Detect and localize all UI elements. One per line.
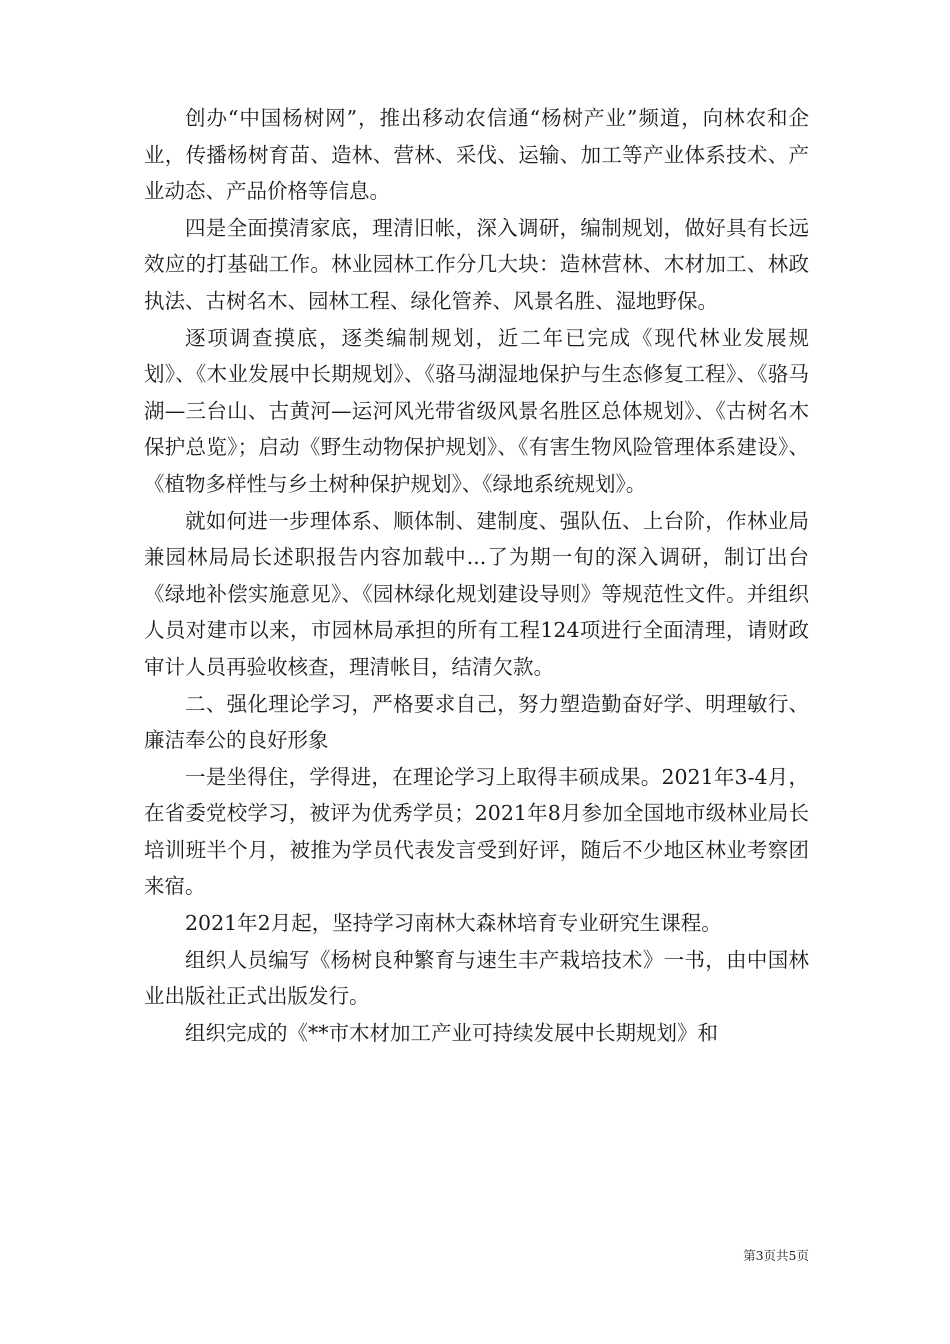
document-body <box>144 100 809 1051</box>
paragraph: 组织完成的《**市木材加工产业可持续发展中长期规划》和 <box>185 1020 718 1045</box>
paragraph: 四是全面摸清家底，理清旧帐，深入调研，编制规划，做好具有长远效应的打基础工作。林业园林工作分几大块：造林营林、木材加工、林政执法、古树名木、园林工程、绿化管养、风景名胜、湿地野保。 <box>144 215 809 313</box>
paragraph: 逐项调查摸底，逐类编制规划，近二年已完成《现代林业发展规划》、《木业发展中长期规划》、《骆马湖湿地保护与生态修复工程》、《骆马湖—三台山、古黄河—运河风光带省级风景名胜区总体规划》、《古树名木保护总览》；启动《野生动物保护规划》、《有害生物风险管理体系建设》、《植物多样性与乡土树种保护规划》、《绿地系统规划》。 <box>144 325 809 496</box>
page-number-footer: 第3页共5页 <box>743 1248 809 1263</box>
paragraph: 创办“中国杨树网”，推出移动农信通“杨树产业”频道，向林农和企业，传播杨树育苗、造林、营林、采伐、运输、加工等产业体系技术、产业动态、产品价格等信息。 <box>144 106 809 204</box>
paragraph: 一是坐得住，学得进，在理论学习上取得丰硕成果。2021年3-4月，在省委党校学习，被评为优秀学员；2021年8月参加全国地市级林业局长培训班半个月，被推为学员代表发言受到好评，随后不少地区林业考察团来宿。 <box>144 764 809 899</box>
paragraph: 就如何进一步理体系、顺体制、建制度、强队伍、上台阶，作林业局兼园林局局长述职报告内容加载中...了为期一旬的深入调研，制订出台《绿地补偿实施意见》、《园林绿化规划建设导则》等规范性文件。并组织人员对建市以来，市园林局承担的所有工程124项进行全面清理，请财政审计人员再验收核查，理清帐目，结清欠款。 <box>144 508 809 679</box>
paragraph: 2021年2月起，坚持学习南林大森林培育专业研究生课程。 <box>185 911 722 936</box>
section-heading: 二、强化理论学习，严格要求自己，努力塑造勤奋好学、明理敏行、廉洁奉公的良好形象 <box>144 691 809 753</box>
paragraph: 组织人员编写《杨树良种繁育与速生丰产栽培技术》一书，由中国林业出版社正式出版发行。 <box>144 947 809 1009</box>
